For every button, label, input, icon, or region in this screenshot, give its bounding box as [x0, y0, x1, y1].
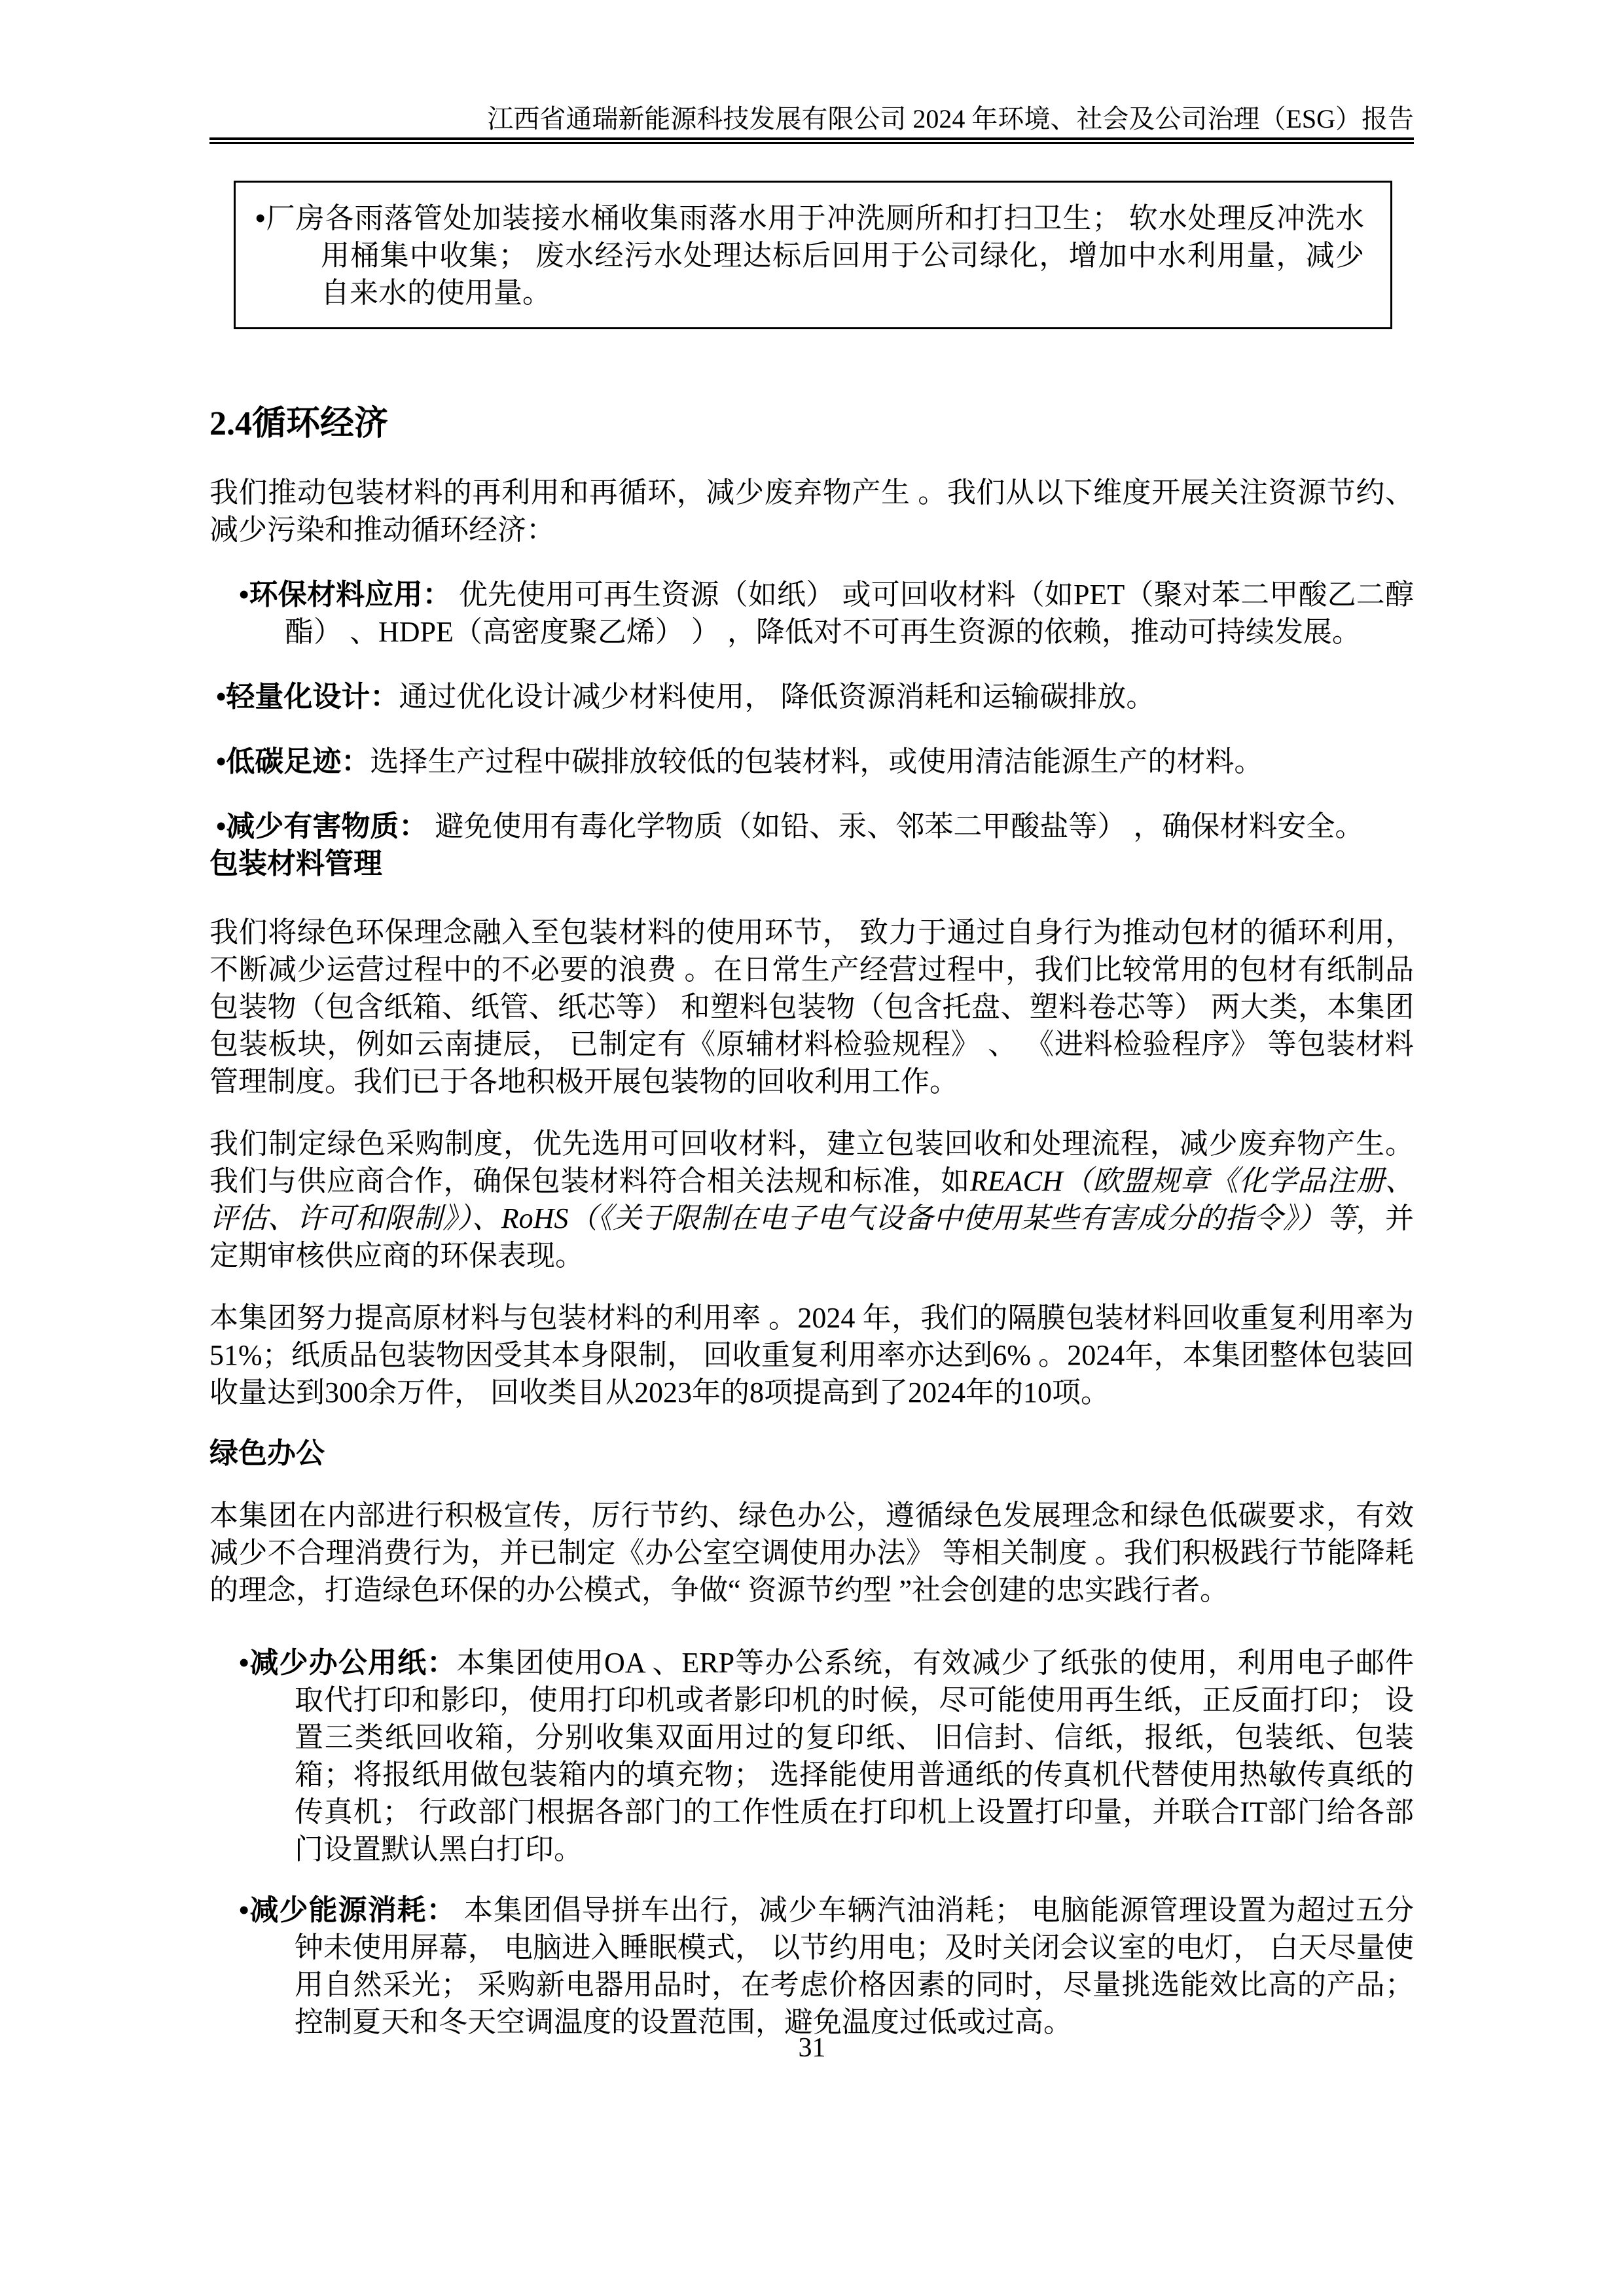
- bullet-marker: •: [255, 202, 266, 234]
- bullet-marker: •: [216, 810, 226, 843]
- bullet-text: 避免使用有毒化学物质（如铅、汞、邻苯二甲酸盐等） ，确保材料安全。: [427, 810, 1364, 843]
- office-bullet-reduce-energy: [239, 1892, 1414, 2041]
- bullet-text: 选择生产过程中碳排放较低的包装材料，或使用清洁能源生产的材料。: [370, 745, 1263, 778]
- bullet-marker: •: [216, 745, 226, 778]
- bullet-label: 减少能源消耗：: [249, 1894, 456, 1927]
- intro-paragraph: 我们推动包装材料的再利用和再循环，减少废弃物产生 。我们从以下维度开展关注资源节约、减少污染和推动循环经济：: [209, 476, 1414, 547]
- callout-bullet-item: [255, 200, 1364, 312]
- dimension-bullet-low-carbon: [216, 743, 1414, 780]
- bullet-text: 优先使用可再生资源（如纸） 或可回收材料（如PET（聚对苯二甲酸乙二醇酯） 、HDPE（高密度聚乙烯） ） ，降低对不可再生资源的依赖，推动可持续发展。: [285, 579, 1414, 649]
- bullet-marker: •: [239, 1894, 249, 1927]
- subsection-heading-green-office: 绿色办公: [209, 1437, 325, 1470]
- bullet-label: 减少有害物质：: [226, 810, 428, 843]
- header-rule: [209, 137, 1414, 144]
- bullet-text: 本集团倡导拼车出行，减少车辆汽油消耗； 电脑能源管理设置为超过五分钟未使用屏幕， 电脑进入睡眠模式， 以节约用电；及时关闭会议室的电灯， 白天尽量使用自然采光； 采购新电器用品时，在考虑价格因素的同时，尽量挑选能效比高的产品；控制夏天和冬天空调温度的设置范围，避免温度过低或过高。: [295, 1894, 1415, 2039]
- packaging-paragraph-2: [209, 1125, 1414, 1274]
- bullet-label: 减少办公用纸：: [249, 1647, 457, 1679]
- green-office-paragraph: 本集团在内部进行积极宣传，厉行节约、绿色办公，遵循绿色发展理念和绿色低碳要求，有效减少不合理消费行为，并已制定《办公室空调使用办法》 等相关制度 。我们积极践行节能降耗的理念，打造绿色环保的办公模式，争做“ 资源节约型 ”社会创建的忠实践行者。: [209, 1499, 1414, 1607]
- dimension-bullet-eco-materials: [239, 576, 1414, 651]
- bullet-marker: •: [239, 1647, 249, 1679]
- subsection-heading-packaging: 包装材料管理: [209, 848, 382, 880]
- page-number: 31: [798, 2033, 826, 2063]
- bullet-label: 轻量化设计：: [226, 681, 399, 713]
- dimension-bullet-lightweight: [216, 678, 1414, 715]
- paragraph-text: 我们制定绿色采购制度，优先选用可回收材料，建立包装回收和处理流程，减少废弃物产生。我们与供应商合作，确保包装材料符合相关法规和标准，如: [209, 1128, 1414, 1198]
- callout-bullet-text: 厂房各雨落管处加装接水桶收集雨落水用于冲洗厕所和打扫卫生； 软水处理反冲洗水用桶集中收集； 废水经污水处理达标后回用于公司绿化，增加中水利用量，减少自来水的使用量。: [265, 202, 1364, 309]
- bullet-label: 低碳足迹：: [226, 745, 370, 778]
- section-heading: 2.4循环经济: [209, 405, 389, 442]
- bullet-label: 环保材料应用：: [249, 579, 452, 611]
- bullet-text: 本集团使用OA 、ERP等办公系统，有效减少了纸张的使用，利用电子邮件取代打印和影印，使用打印机或者影印机的时候，尽可能使用再生纸，正反面打印； 设置三类纸回收箱，分别收集双面用过的复印纸、 旧信封、信纸，报纸，包装纸、包装箱；将报纸用做包装箱内的填充物； 选择能使用普通纸的传真机代替使用热敏传真纸的传真机； 行政部门根据各部门的工作性质在打印机上设置打印量，并联合IT部门给各部门设置默认黑白打印。: [295, 1647, 1414, 1866]
- bullet-marker: •: [239, 579, 249, 611]
- page-header: 江西省通瑞新能源科技发展有限公司 2024 年环境、社会及公司治理（ESG）报告: [487, 104, 1414, 134]
- office-bullet-reduce-paper: [239, 1644, 1414, 1868]
- callout-box: [234, 181, 1392, 329]
- dimension-bullet-reduce-harmful: [216, 808, 1414, 845]
- bullet-text: 通过优化设计减少材料使用， 降低资源消耗和运输碳排放。: [399, 681, 1155, 713]
- paragraph-text: ，并定期审核供应商的环保表现。: [209, 1202, 1415, 1272]
- bullet-marker: •: [216, 681, 226, 713]
- packaging-paragraph-1: 我们将绿色环保理念融入至包装材料的使用环节， 致力于通过自身行为推动包材的循环利用， 不断减少运营过程中的不必要的浪费 。在日常生产经营过程中，我们比较常用的包材有纸制品包装物（包含纸箱、纸管、纸芯等） 和塑料包装物（包含托盘、塑料卷芯等） 两大类，本集团包装板块，例如云南捷辰， 已制定有《原辅材料检验规程》 、 《进料检验程序》 等包装材料管理制度。我们已于各地积极开展包装物的回收利用工作。: [209, 916, 1414, 1098]
- packaging-paragraph-3: 本集团努力提高原材料与包装材料的利用率 。2024 年，我们的隔膜包装材料回收重复利用率为51%；纸质品包装物因受其本身限制， 回收重复利用率亦达到6% 。2024年，本集团整体包装回收量达到300余万件， 回收类目从2023年的8项提高到了2024年的10项。: [209, 1302, 1414, 1409]
- page-content: [209, 0, 1414, 2041]
- regulation-names-italic: REACH（欧盟规章《化学品注册、评估、许可和限制》）、RoHS（《关于限制在电子电气设备中使用某些有害成分的指令》）等: [209, 1165, 1414, 1235]
